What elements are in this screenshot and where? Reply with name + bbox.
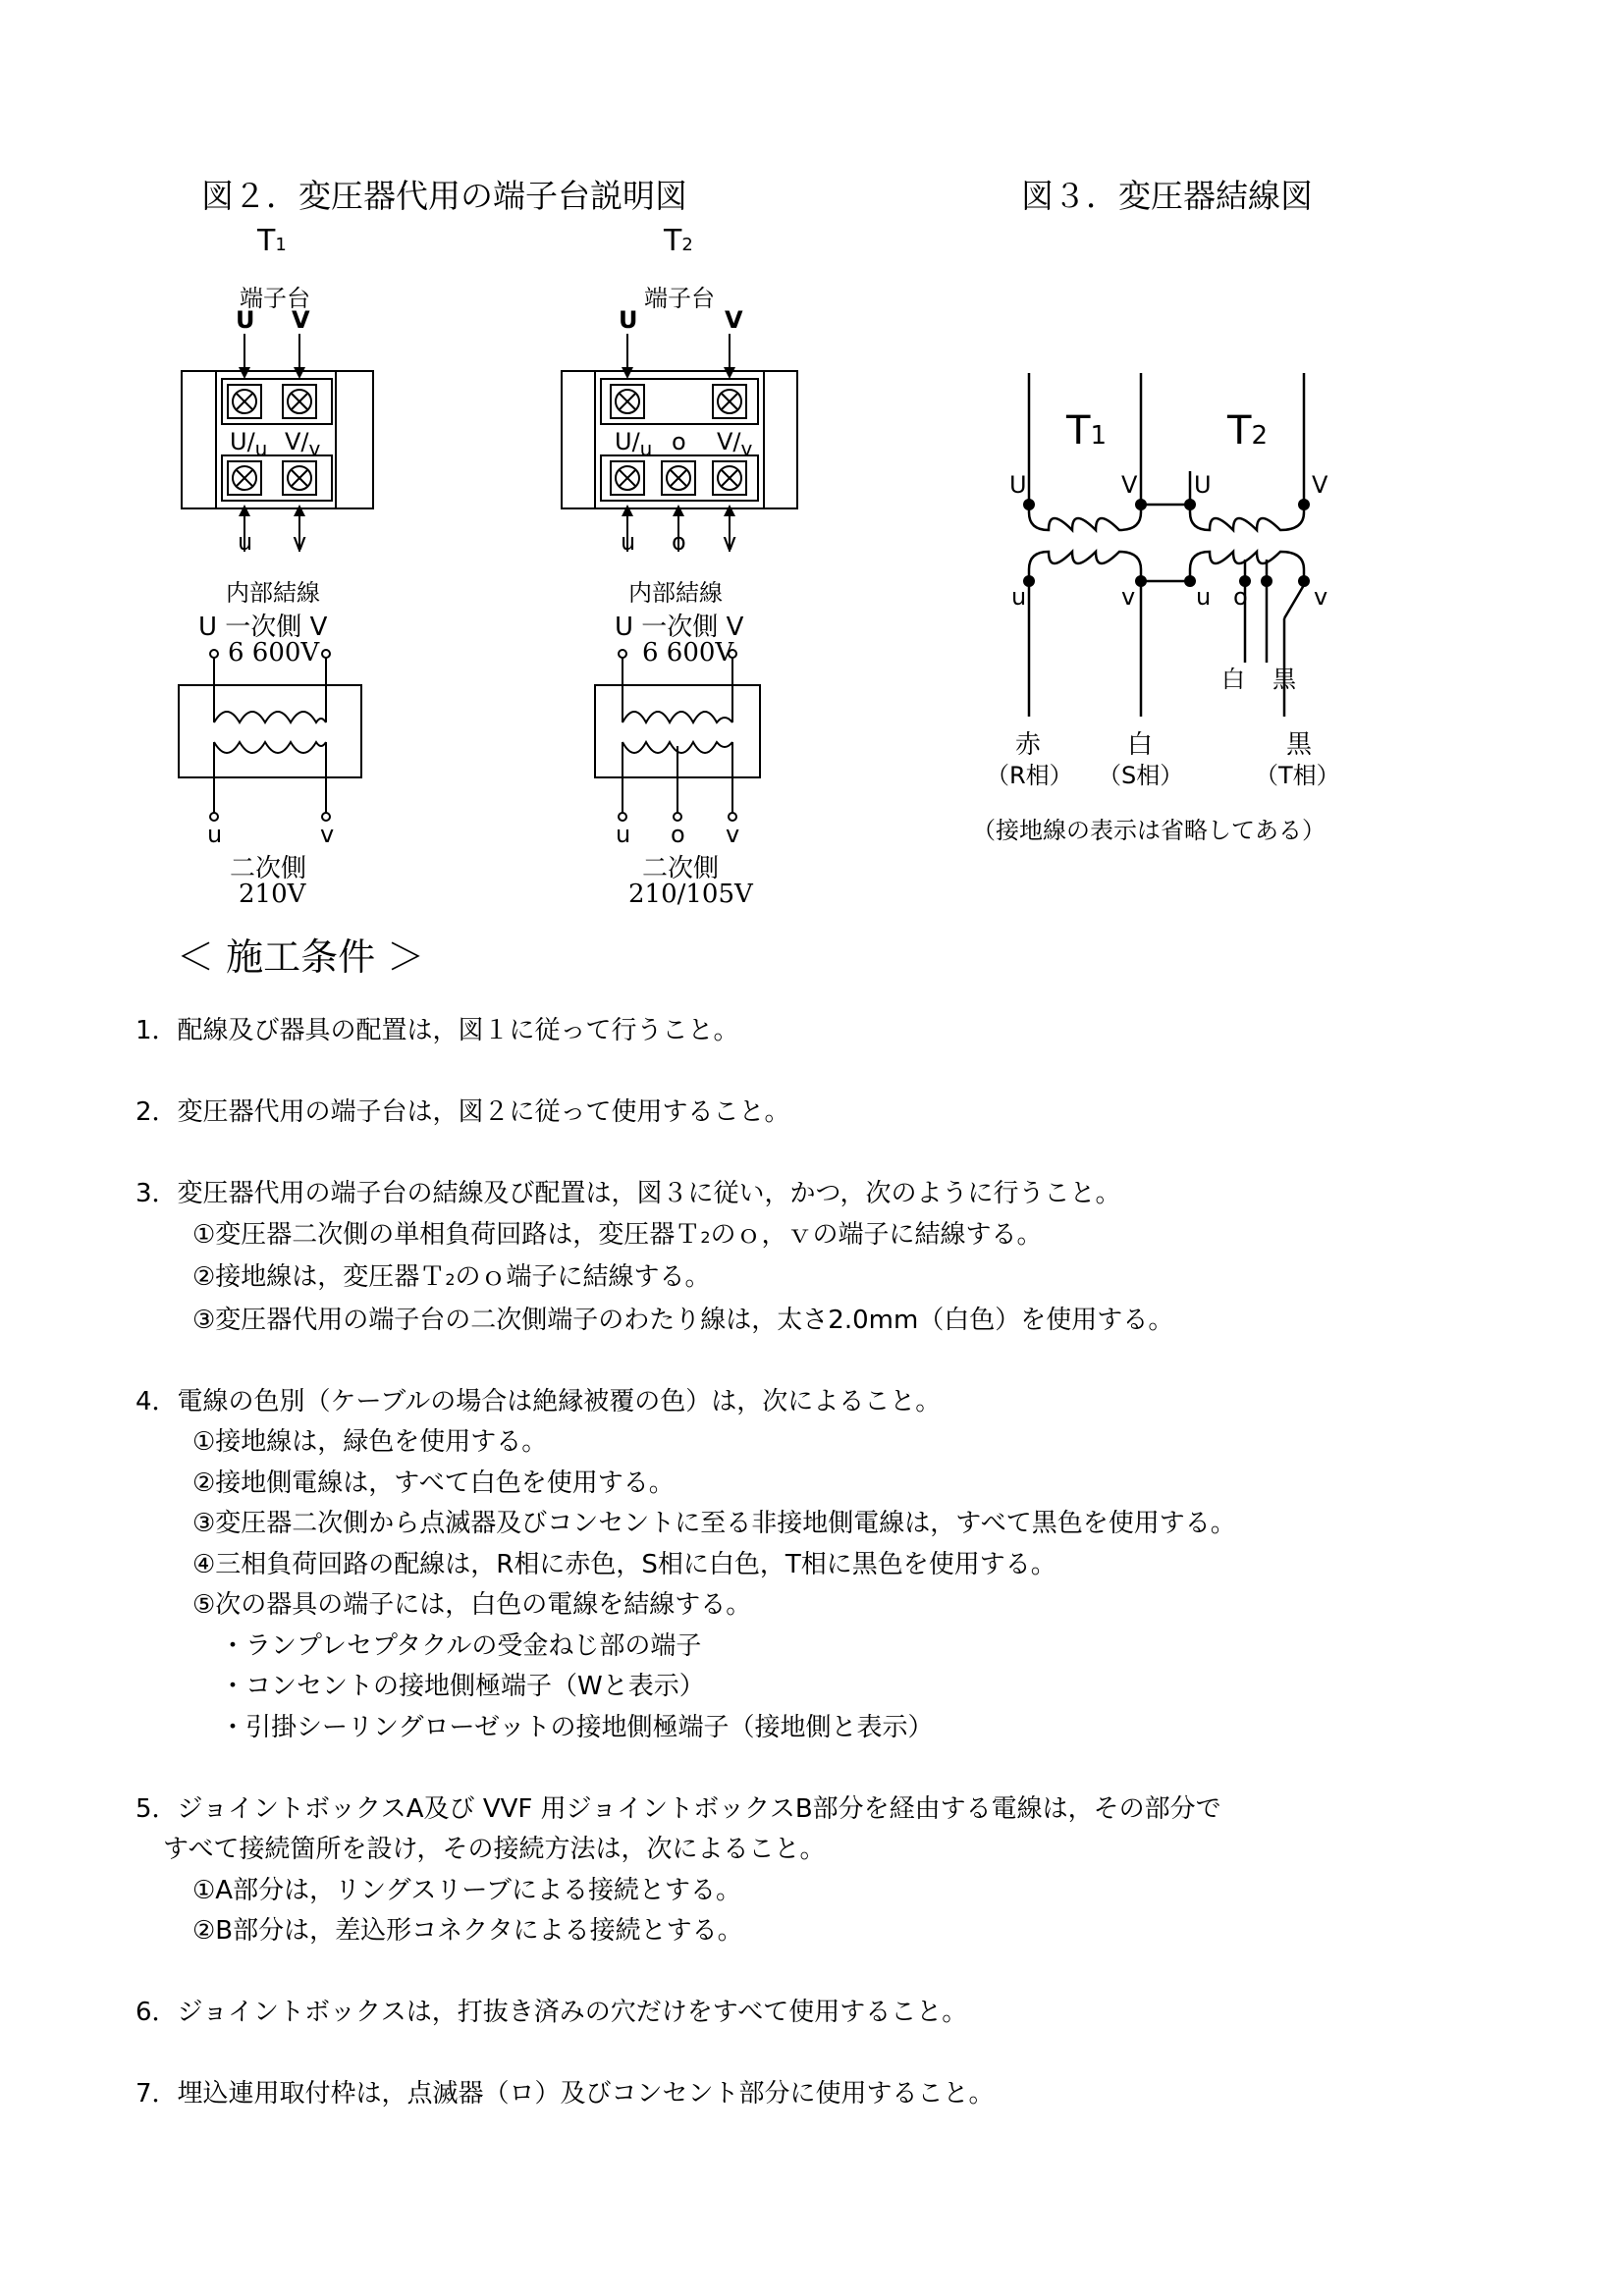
t1-bot-v: v: [293, 528, 307, 556]
t1-secondary-label: 二次側: [230, 854, 307, 883]
t2-name: T2: [664, 224, 693, 258]
t1-top-u: U: [236, 306, 255, 334]
fig3-t1-name: T1: [1066, 408, 1107, 454]
fig3-t2-v: v: [1314, 583, 1328, 611]
condition-4-3: ③変圧器二次側から点滅器及びコンセントに至る非接地側電線は，すべて黒色を使用する。: [192, 1509, 1236, 1538]
fig3-t2-name: T2: [1227, 408, 1268, 454]
condition-3-3: ③変圧器代用の端子台の二次側端子のわたり線は，太さ2.0mm（白色）を使用する。: [192, 1305, 1174, 1335]
t2-mid-left: $U/_u$: [615, 428, 653, 460]
fig3-t2-V: V: [1312, 471, 1328, 499]
t1-primary-voltage: 6 600V: [228, 638, 320, 667]
t2-secondary-voltage: 210/105V: [628, 880, 753, 909]
condition-2: 2．変圧器代用の端子台は，図２に従って使用すること。: [135, 1097, 790, 1127]
t2-block-label: 端子台: [644, 285, 715, 312]
condition-4-2: ②接地側電線は，すべて白色を使用する。: [192, 1468, 675, 1498]
condition-5-cont: すべて接続箇所を設け，その接続方法は，次によること。: [163, 1835, 826, 1864]
fig3-t2-u: u: [1196, 583, 1212, 611]
fig3-black-out: 黒: [1286, 730, 1313, 760]
fig3-black-phase: （T相）: [1255, 762, 1340, 789]
fig3-red-out: 赤: [1015, 730, 1042, 760]
condition-3: 3．変圧器代用の端子台の結線及び配置は，図３に従い，かつ，次のように行うこと。: [135, 1179, 1121, 1208]
condition-4-4: ④三相負荷回路の配線は，R相に赤色，S相に白色，T相に黒色を使用する。: [192, 1549, 1056, 1579]
t2-secondary-label: 二次側: [642, 854, 720, 883]
condition-4-5-a: ・ランプレセプタクルの受金ねじ部の端子: [220, 1630, 702, 1661]
t2-bot-o: o: [672, 528, 686, 556]
t2-primary: U 一次側 V: [615, 613, 744, 642]
fig3-title: 図３．変圧器結線図: [1021, 177, 1313, 215]
fig3-t1-V: V: [1121, 471, 1138, 499]
condition-4: 4．電線の色別（ケーブルの場合は絶縁被覆の色）は，次によること。: [135, 1386, 942, 1416]
condition-4-5-b: ・コンセントの接地側極端子（Wと表示）: [220, 1672, 705, 1701]
fig3-t1-U: U: [1009, 471, 1027, 499]
t1-mid-left: $U/_u$: [230, 428, 268, 460]
fig3-wiring-diagram: [982, 363, 1375, 775]
t2-internal-label: 内部結線: [628, 579, 723, 607]
t2-internal-diagram: [583, 648, 780, 825]
t1-mid-right: $V/_v$: [285, 428, 321, 460]
t2-sec-o: o: [671, 821, 685, 848]
fig3-red-phase: （R相）: [986, 762, 1073, 789]
t1-terminal-block: [167, 334, 393, 569]
condition-4-5: ⑤次の器具の端子には，白色の電線を結線する。: [192, 1590, 752, 1620]
t1-internal-diagram: [167, 648, 363, 825]
t2-mid-right: $V/_v$: [717, 428, 753, 460]
condition-4-5-c: ・引掛シーリングローゼットの接地側極端子（接地側と表示）: [220, 1712, 934, 1742]
t2-primary-voltage: 6 600V: [642, 638, 734, 667]
t1-name: T1: [257, 224, 287, 258]
t2-sec-u: u: [616, 821, 631, 848]
condition-5: 5．ジョイントボックスA及び VVF 用ジョイントボックスB部分を経由する電線は，その部分で: [135, 1793, 1221, 1824]
fig3-t2-U: U: [1194, 471, 1212, 499]
t1-block-label: 端子台: [240, 285, 310, 312]
t1-primary: U 一次側 V: [198, 613, 328, 642]
t1-sec-u: u: [207, 821, 223, 848]
t1-internal-label: 内部結線: [226, 579, 320, 607]
condition-3-2: ②接地線は，変圧器Ｔ2のｏ端子に結線する。: [192, 1262, 711, 1292]
t2-bot-v: v: [723, 528, 737, 556]
section-title: ＜ 施工条件 ＞: [177, 935, 425, 979]
condition-4-1: ①接地線は，緑色を使用する。: [192, 1427, 548, 1457]
conditions-list: [135, 1011, 1530, 2156]
t2-sec-v: v: [726, 821, 740, 848]
t1-secondary-voltage: 210V: [239, 880, 306, 909]
t2-top-v: V: [725, 306, 743, 334]
fig3-white-phase: （S相）: [1098, 762, 1184, 789]
condition-5-2: ②B部分は，差込形コネクタによる接続とする。: [192, 1916, 743, 1946]
t1-bot-u: u: [238, 528, 253, 556]
fig3-black-wire: 黒: [1272, 666, 1296, 693]
t2-mid-o: o: [672, 428, 686, 455]
condition-1: 1．配線及び器具の配置は，図１に従って行うこと。: [135, 1016, 739, 1045]
fig3-t2-o: o: [1233, 583, 1248, 611]
t2-bot-u: u: [621, 528, 636, 556]
condition-7: 7．埋込連用取付枠は，点滅器（ロ）及びコンセント部分に使用すること。: [135, 2079, 995, 2109]
fig3-t1-u: u: [1011, 583, 1027, 611]
fig3-note: （接地線の表示は省略してある）: [972, 817, 1326, 844]
fig3-white-out: 白: [1127, 730, 1154, 760]
t2-top-u: U: [619, 306, 638, 334]
condition-6: 6．ジョイントボックスは，打抜き済みの穴だけをすべて使用すること。: [135, 1998, 968, 2027]
fig3-t1-v: v: [1121, 583, 1136, 611]
t1-sec-v: v: [320, 821, 335, 848]
fig3-white-wire: 白: [1221, 666, 1245, 693]
t1-top-v: V: [292, 306, 310, 334]
condition-3-1: ①変圧器二次側の単相負荷回路は，変圧器Ｔ2のｏ，ｖの端子に結線する。: [192, 1219, 1043, 1250]
condition-5-1: ①A部分は，リングスリーブによる接続とする。: [192, 1875, 742, 1905]
fig2-title: 図２．変圧器代用の端子台説明図: [201, 177, 687, 215]
